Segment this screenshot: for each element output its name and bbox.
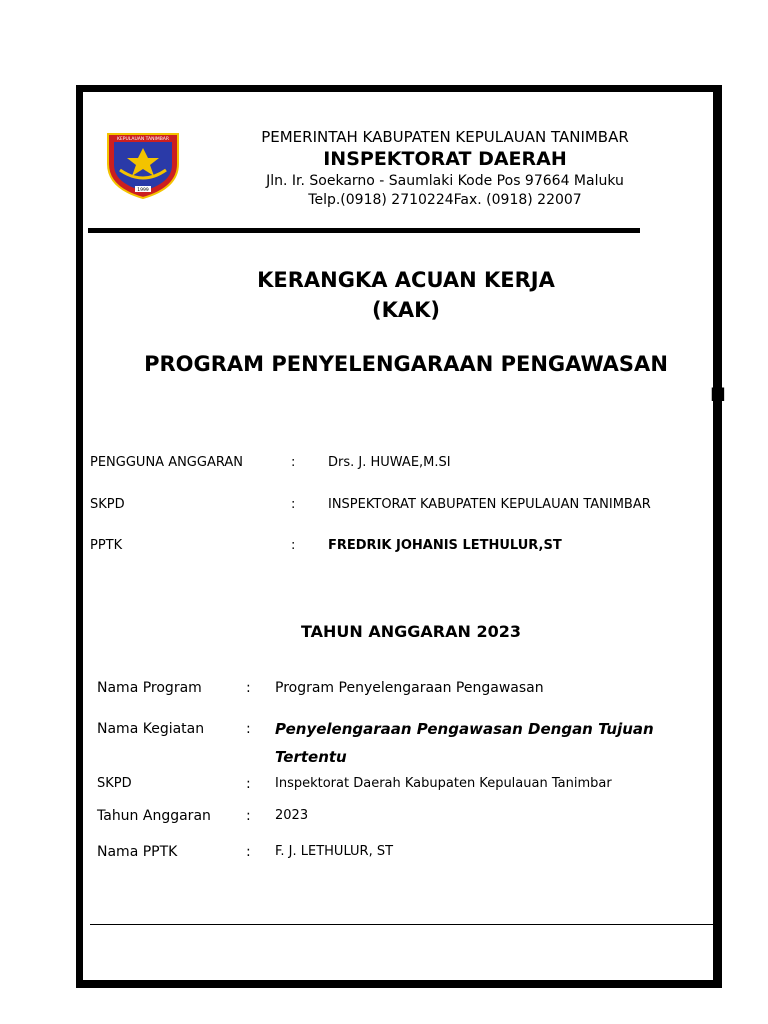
skpd-detail-value: Inspektorat Daerah Kabupaten Kepulauan Tanimbar xyxy=(275,776,612,791)
letterhead-divider xyxy=(88,228,640,233)
budget-user-value: Drs. J. HUWAE,M.SI xyxy=(328,455,451,470)
logo-text: KEPULAUAN TANIMBAR xyxy=(116,137,170,142)
agency-phone-fax: Telp.(0918) 2710224Fax. (0918) 22007 xyxy=(308,192,582,208)
bottom-divider xyxy=(90,924,714,925)
budget-year-label: Tahun Anggaran xyxy=(97,808,211,824)
activity-name-value: Penyelengaraan Pengawasan Dengan Tujuan Tertentu xyxy=(275,720,654,766)
activity-name-label: Nama Kegiatan xyxy=(97,721,205,737)
government-name: PEMERINTAH KABUPATEN KEPULAUAN TANIMBAR xyxy=(261,128,629,146)
logo-year: 1999 xyxy=(137,188,149,193)
pptk-name-colon: : xyxy=(246,844,251,860)
activity-name-colon: : xyxy=(246,721,251,737)
budget-user-colon: : xyxy=(291,455,296,470)
budget-user-label: PENGGUNA ANGGARAN xyxy=(90,455,243,470)
program-name-colon: : xyxy=(246,680,251,696)
regency-emblem-logo xyxy=(104,128,182,200)
pptk-label: PPTK xyxy=(90,538,123,553)
budget-year-value: 2023 xyxy=(275,808,309,823)
agency-address: Jln. Ir. Soekarno - Saumlaki Kode Pos 97664 Maluku xyxy=(266,173,624,189)
program-title: PROGRAM PENYELENGARAAN PENGAWASAN xyxy=(144,352,668,376)
skpd-detail-label: SKPD xyxy=(97,776,132,791)
skpd-label: SKPD xyxy=(90,497,125,512)
budget-year-colon: : xyxy=(246,808,251,824)
pptk-name-value: F. J. LETHULUR, ST xyxy=(275,844,394,859)
agency-name: INSPEKTORAT DAERAH xyxy=(323,148,567,170)
document-title-abbrev: (KAK) xyxy=(372,298,440,322)
skpd-value: INSPEKTORAT KABUPATEN KEPULAUAN TANIMBAR xyxy=(328,497,651,512)
pptk-name-label: Nama PPTK xyxy=(97,844,178,860)
pptk-value: FREDRIK JOHANIS LETHULUR,ST xyxy=(328,538,562,553)
program-name-label: Nama Program xyxy=(97,680,202,696)
skpd-colon: : xyxy=(291,497,296,512)
program-name-value: Program Penyelengaraan Pengawasan xyxy=(275,680,544,696)
budget-year-heading: TAHUN ANGGARAN 2023 xyxy=(300,622,521,641)
document-title: KERANGKA ACUAN KERJA xyxy=(257,268,555,292)
pptk-colon: : xyxy=(291,538,296,553)
skpd-detail-colon: : xyxy=(246,776,251,792)
bleed-through-letter: N xyxy=(710,384,726,406)
